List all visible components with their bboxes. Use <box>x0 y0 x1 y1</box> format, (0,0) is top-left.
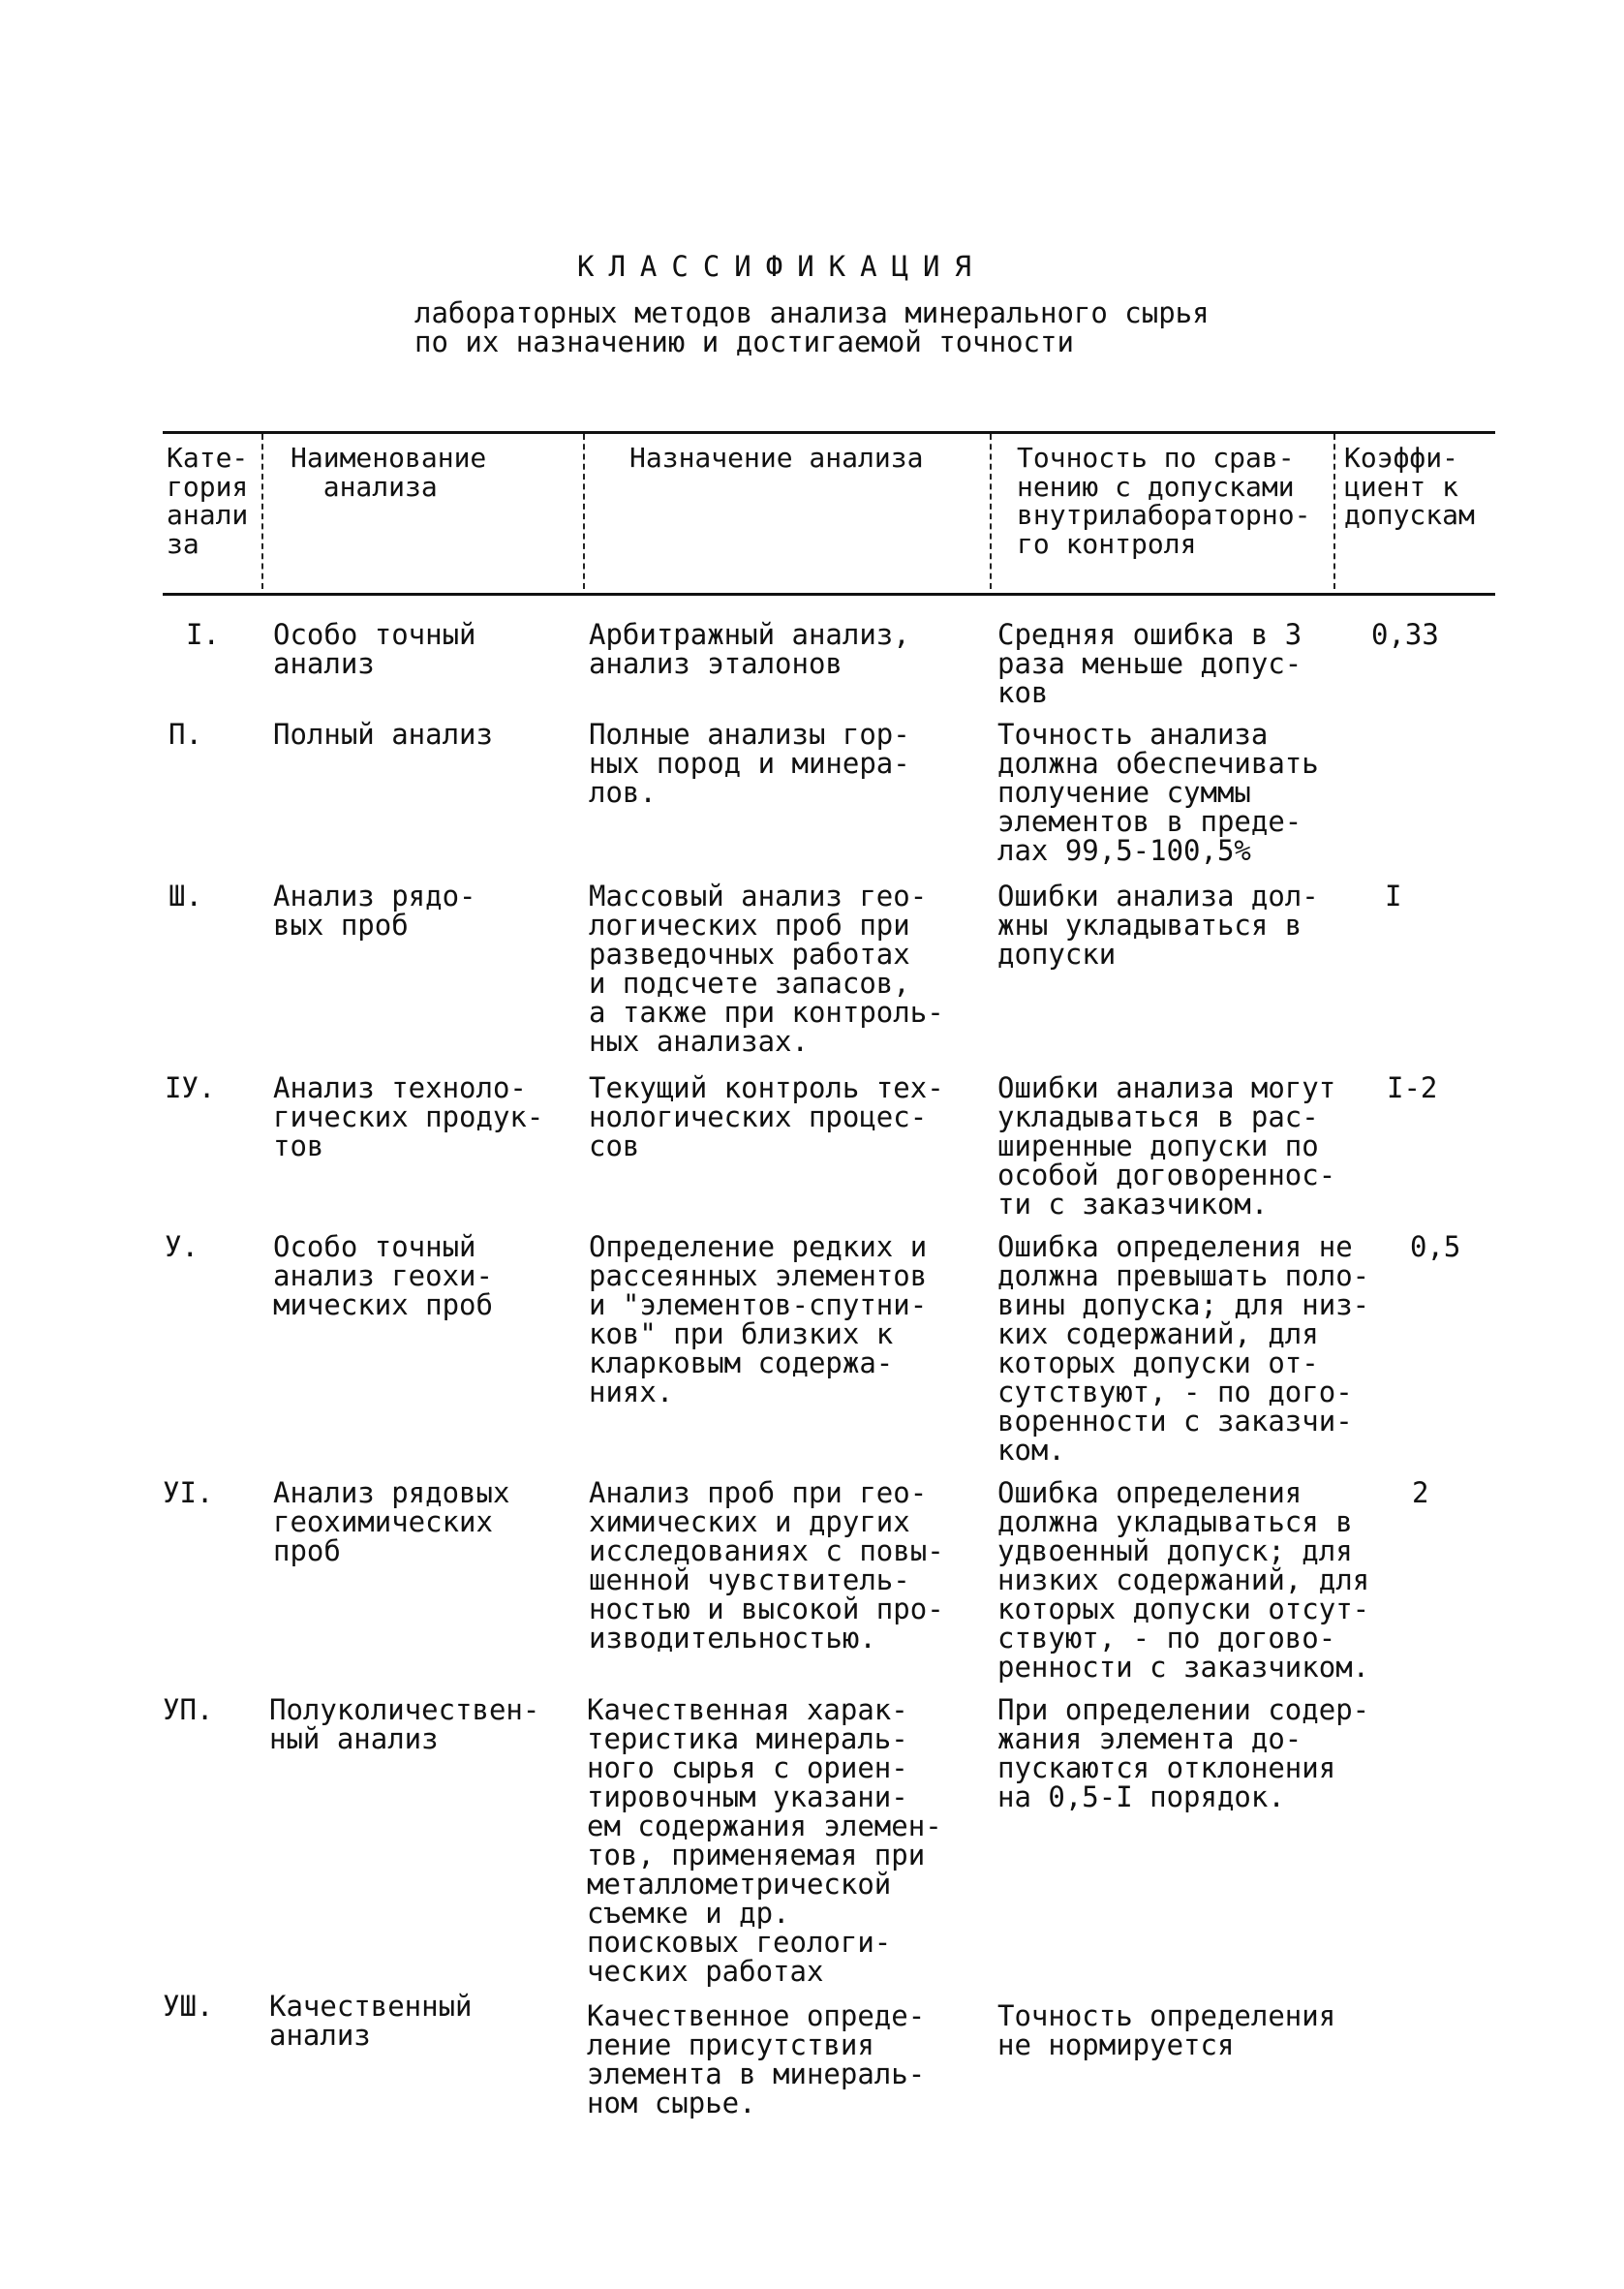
row-7-name: Полуколичествен- ный анализ <box>269 1693 540 1755</box>
row-7-accuracy: При определении содер- жания элемента до- пускаются отклонения на 0,5-I порядок. <box>997 1693 1370 1813</box>
row-2-category: П. <box>169 718 202 751</box>
row-6-name: Анализ рядовых геохимических проб <box>273 1476 510 1567</box>
row-5-coefficient: 0,5 <box>1410 1230 1461 1263</box>
row-1-name: Особо точный анализ <box>273 618 476 680</box>
row-7-purpose: Качественная харак- теристика минераль- ного сырья с ориен- тировочным указани- ем содержания элемен- тов, применяемая при металлометрической съемке и др. поисковых геологи- ческих работах <box>587 1693 942 1988</box>
row-6-accuracy: Ошибка определения должна укладываться в удвоенный допуск; для низких содержаний, для которых допуски отсут- ствуют, - по догово- ренности с заказчиком. <box>997 1476 1370 1684</box>
row-4-category: IУ. <box>165 1071 216 1104</box>
row-3-coefficient: I <box>1385 880 1402 913</box>
row-6-category: УI. <box>163 1476 214 1509</box>
row-1-coefficient: 0,33 <box>1371 618 1439 651</box>
row-6-purpose: Анализ проб при гео- химических и других исследованиях с повы- шенной чувствитель- ностью и высокой про- изводительностью. <box>589 1476 944 1655</box>
row-3-accuracy: Ошибки анализа дол- жны укладываться в допуски <box>997 880 1319 971</box>
row-4-purpose: Текущий контроль тех- нологических процес- сов <box>589 1071 944 1162</box>
row-3-purpose: Массовый анализ гео- логических проб при разведочных работах и подсчете запасов, а также при контроль- ных анализах. <box>589 880 944 1058</box>
row-4-accuracy: Ошибки анализа могут укладываться в рас- ширенные допуски по особой договореннос- ти с заказчиком. <box>997 1071 1336 1221</box>
row-1-accuracy: Средняя ошибка в 3 раза меньше допус- ков <box>997 618 1302 709</box>
header-separator-4 <box>1333 434 1335 589</box>
row-8-name: Качественный анализ <box>269 1990 473 2052</box>
row-3-name: Анализ рядо- вых проб <box>273 880 476 942</box>
row-8-accuracy: Точность определения не нормируется <box>997 1999 1336 2061</box>
table-header-bottom-rule <box>163 593 1495 596</box>
header-separator-2 <box>583 434 585 589</box>
document-subtitle-line-2: по их назначению и достигаемой точности <box>414 325 1074 358</box>
row-5-category: У. <box>165 1230 199 1263</box>
row-1-category: I. <box>186 618 220 651</box>
header-name: Наименование анализа <box>291 442 487 503</box>
header-separator-3 <box>990 434 992 589</box>
row-5-name: Особо точный анализ геохи- мических проб <box>273 1230 493 1321</box>
header-separator-1 <box>261 434 263 589</box>
header-coefficient: Коэффи- циент к допускам <box>1344 442 1475 531</box>
row-5-accuracy: Ошибка определения не должна превышать поло- вины допуска; для низ- ких содержаний, для которых допуски от- сутствуют, - по дого- воренности с заказчи- ком. <box>997 1230 1370 1467</box>
header-purpose: Назначение анализа <box>629 442 924 474</box>
header-category: Кате- гория анали за <box>167 442 249 560</box>
row-1-purpose: Арбитражный анализ, анализ эталонов <box>589 618 910 680</box>
document-title: КЛАССИФИКАЦИЯ <box>577 250 986 283</box>
row-7-category: УП. <box>163 1693 214 1726</box>
row-8-purpose: Качественное опреде- ление присутствия элемента в минераль- ном сырье. <box>587 1999 926 2119</box>
row-2-purpose: Полные анализы гор- ных пород и минера- лов. <box>589 718 910 809</box>
row-4-name: Анализ техноло- гических продук- тов <box>273 1071 544 1162</box>
header-accuracy: Точность по срав- нению с допусками внутрилабораторно- го контроля <box>1017 442 1311 560</box>
row-2-name: Полный анализ <box>273 718 493 751</box>
table-top-rule <box>163 431 1495 434</box>
row-4-coefficient: I-2 <box>1387 1071 1438 1104</box>
row-3-category: Ш. <box>169 880 202 913</box>
row-8-category: УШ. <box>163 1990 214 2023</box>
row-5-purpose: Определение редких и рассеянных элементов и "элементов-спутни- ков" при близких к кларковым содержа- ниях. <box>589 1230 928 1408</box>
row-2-accuracy: Точность анализа должна обеспечивать получение суммы элементов в преде- лах 99,5-100,5% <box>997 718 1319 867</box>
document-subtitle-line-1: лабораторных методов анализа минерального сырья <box>414 296 1210 329</box>
row-6-coefficient: 2 <box>1412 1476 1429 1509</box>
